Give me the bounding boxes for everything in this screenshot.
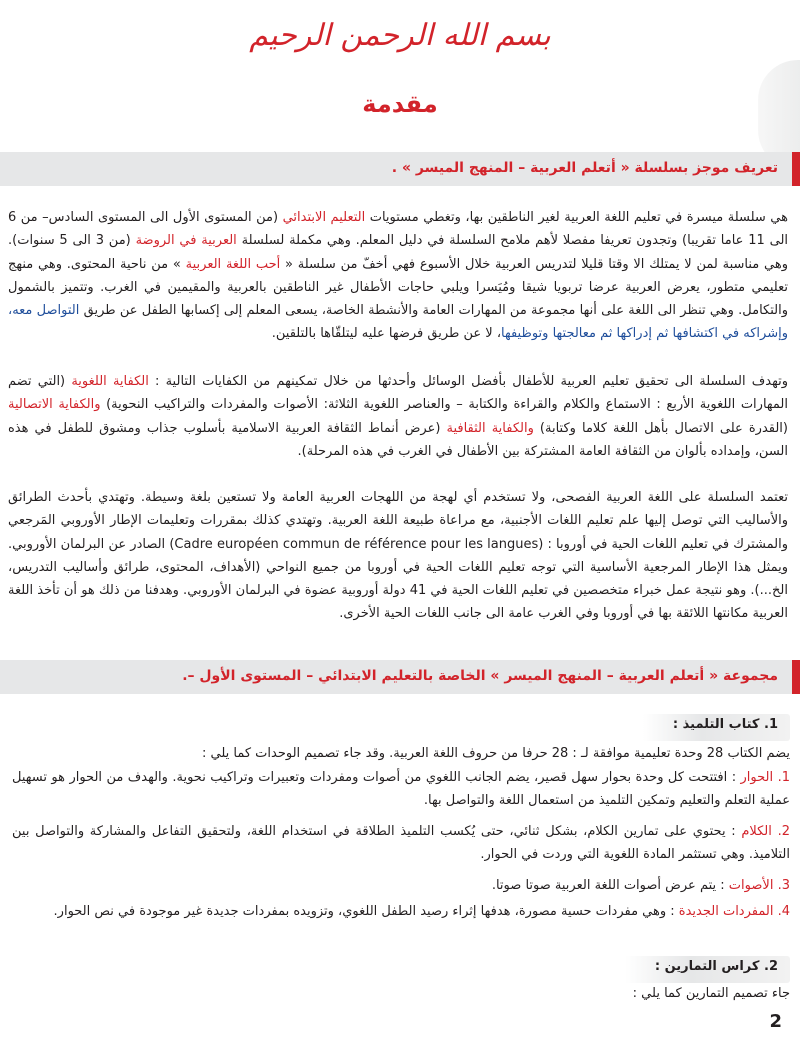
list-item-number: 4. [777, 904, 790, 919]
list-item-text: : افتتحت كل وحدة بحوار سهل قصير، يضم الجانب اللغوي من أصوات ومفردات وتعبيرات وتراكيب نحوية. والهدف من الحوار هو تسهيل عملية التعلم والتعليم وتمكين التلميذ من استعمال اللغة والتواصل بها. [12, 770, 790, 809]
section-heading-band [0, 152, 800, 186]
list-item-text: : وهي مفردات حسية مصورة، هدفها إثراء رصيد الطفل اللغوي، وتزويده بمفردات جديدة غير موجودة في نص الحوار. [53, 904, 679, 919]
page-number: 2 [769, 1011, 782, 1032]
paragraph-text: (من 3 الى 5 سنوات). وهي مناسبة لمن لا يمتلك الا وقتا قليلا لتدريس العربية خلال الأسبوع فهي أخفّ من سلسلة « [8, 233, 788, 272]
page-title: مقدمة [362, 90, 438, 118]
part-title: كراس التمارين : [654, 959, 760, 974]
list-item-number: 1. [777, 770, 790, 785]
list-item-text: : يتم عرض أصوات اللغة العربية صوتا صوتا. [491, 878, 729, 893]
list-item-text: : يحتوي على تمارين الكلام، بشكل ثنائي، حتى يُكسب التلميذ الطلاقة في استخدام اللغة، ولتحقيق التفاعل والمشاركة والتواصل بين التلاميذ. وهي تستثمر المادة اللغوية التي وردت في الحوار. [12, 824, 790, 863]
paragraph-text: » من ناحية المحتوى. وهي منهج تعليمي متطور، يعرض العربية عرضا تربويا شيقا ومُيَسرا ويلبي حاجات الأطفال غير الناطقين بالعربية والمقيمين في الغرب. وتتميز بالشمول والتكامل. وهي تنظر الى اللغة على أنها مجموعة من المهارات العامة والأنشطة الخاصة، يسعى المعلم إلى إكسابها الطفل عن طريق [8, 256, 788, 319]
paragraph-text: وتهدف السلسلة الى تحقيق تعليم العربية للأطفال بأفضل الوسائل وأحدثها من خلال تمكينهم من الكفايات التالية : [148, 374, 788, 389]
paragraph-text: (التي تضم المهارات اللغوية الأربع : الاستماع والكلام والقراءة والكتابة – والعناصر اللغوية الثلاثة: الأصوات والمفردات والتراكيب النحوية) [8, 374, 788, 413]
paragraph-text: (عرض أنماط الثقافة العربية الاسلامية بأسلوب جذاب ومشوق للطفل في هذه السن، وإمداده بألوان من الثقافة العامة المشتركة بين الأطفال في الغرب في هذه المرحلة). [8, 420, 788, 459]
list-item-number: 2. [777, 824, 790, 839]
part-number: 1. [764, 717, 778, 732]
highlight-term: أحب اللغة العربية [185, 256, 281, 272]
basmala-calligraphy: بسم الله الرحمن الرحيم [249, 18, 551, 53]
highlight-term: والكفاية الثقافية [446, 420, 534, 436]
part-number: 2. [764, 959, 778, 974]
paragraph-text: (القدرة على الاتصال بأهل اللغة كلاما وكتابة) [533, 420, 788, 436]
list-item-label: الكلام [741, 824, 772, 839]
list-item-label: الحوار [740, 770, 774, 785]
part-intro: جاء تصميم التمارين كما يلي : [632, 986, 790, 1001]
part-heading [643, 714, 790, 741]
part-intro: يضم الكتاب 28 وحدة تعليمية موافقة لـ : 28 حرفا من حروف اللغة العربية. وقد جاء تصميم الوحدات كما يلي : [201, 746, 790, 761]
highlight-term: الكفاية اللغوية [71, 374, 149, 389]
paragraph-text: هي سلسلة ميسرة في تعليم اللغة العربية لغير الناطقين بها، وتغطي مستويات [365, 210, 788, 225]
section-heading-band [0, 660, 800, 694]
highlight-term: التعليم الابتدائي [282, 210, 366, 225]
part-heading [625, 956, 790, 983]
list-item-label: الأصوات [728, 878, 774, 893]
paragraph-competencies [8, 370, 788, 463]
highlight-phrase: التواصل معه، وإشراكه في اكتشافها ثم إدراكها ثم معالجتها وتوظيفها [8, 303, 788, 342]
highlight-term: العربية في الروضة [135, 233, 237, 249]
paragraph-intro [8, 206, 788, 346]
heading-accent-bar [792, 152, 800, 186]
paragraph-text: (من المستوى الأول الى المستوى السادس– من 6 الى 11 عاما تقريبا) وتجدون تعريفا مفصلا لأهم ملامح السلسلة في دليل المعلم. وهي مكملة لسلسلة [8, 210, 789, 249]
list-item [12, 874, 790, 897]
list-item [12, 766, 790, 813]
paragraph-text: ، لا عن طريق فرضها عليه ليتلقّاها بالتلقين. [271, 326, 502, 342]
heading-accent-bar [792, 660, 800, 694]
list-item [12, 900, 790, 923]
part-title: كتاب التلميذ : [672, 717, 760, 732]
paragraph-framework: تعتمد السلسلة على اللغة العربية الفصحى، ولا تستخدم أي لهجة من اللهجات العربية العامة ولا تستعين بلغة وسيطة. وتهتدي بأحدث الطرائق والأساليب التي توصل إليها علم تعليم اللغات الأجنبية، مع مراعاة طبيعة اللغة العربية. وتهتدي كذلك بمقررات وتعليمات الإطار الأوروبي المَرجعي والمشترك في تعليم اللغات الحية في أوروبا : (Cadre européen commun de référence pour les langues) الصادر عن البرلمان الأوروبي. ويمثل هذا الإطار المرجعية الأساسية التي توجه تعليم اللغات الحية في أوروبا من جميع النواحي (الأهداف، المحتوى، طرائق وأساليب التدريس، الخ...). وهو نتيجة عمل خبراء متخصصين في تعليم اللغات الحية في 41 دولة أوروبية عضوة في البرلمان الأوروبي. وهدفنا من ذلك هو أن تأخذ اللغة العربية مكانتها اللائقة بها في أوروبا وفي الغرب عامة الى جانب اللغات الحية الأخرى. [8, 490, 788, 622]
list-item-number: 3. [777, 878, 790, 893]
section-heading: مجموعة « أتعلم العربية – المنهج الميسر » الخاصة بالتعليم الابتدائي – المستوى الأول –. [182, 668, 778, 684]
list-item [12, 820, 790, 867]
highlight-term: والكفاية الاتصالية [8, 397, 101, 413]
section-heading: تعريف موجز بسلسلة « أتعلم العربية – المنهج الميسر » . [391, 160, 778, 176]
list-item-label: المفردات الجديدة [678, 904, 774, 919]
